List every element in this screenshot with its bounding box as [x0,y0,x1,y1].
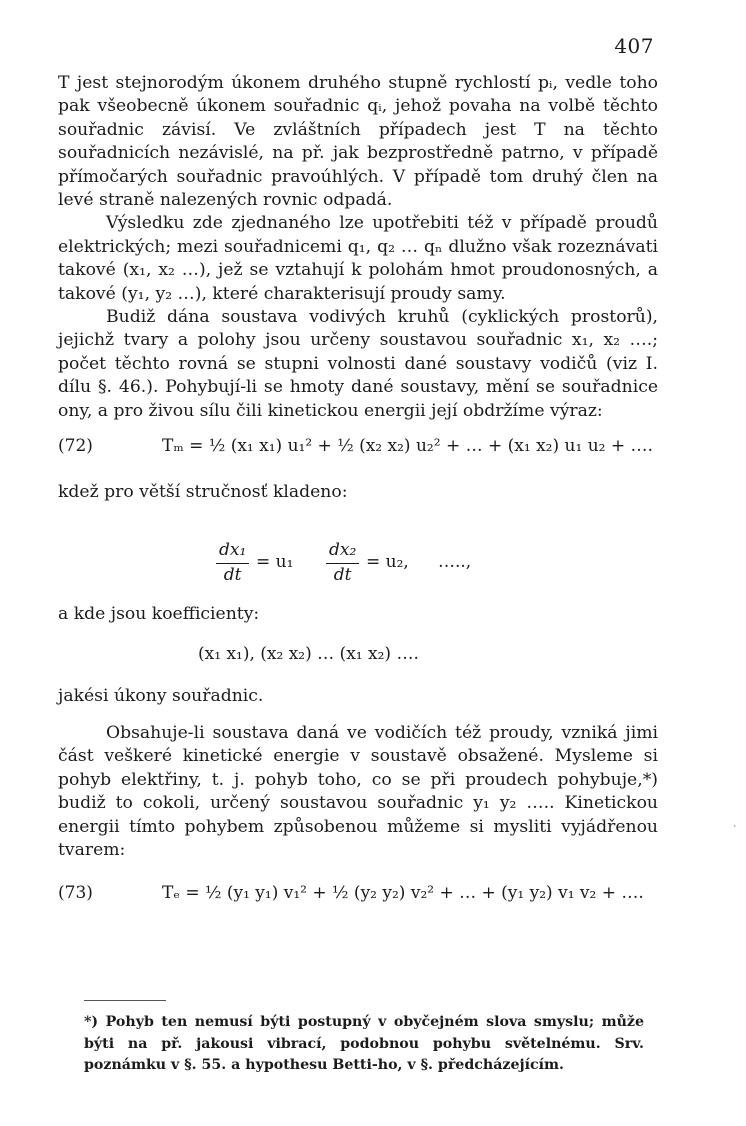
margin-speck: · [733,822,736,831]
fraction-dx2-dt [326,539,359,587]
equation-72 [58,423,658,469]
paragraph-6: jakési úkony souřadnic. [58,685,264,706]
equation-72-number: (72) [58,436,93,457]
paragraph-2: Výsledku zde zjednaného lze upotřebiti též v případě proudů elektrických; mezi souřadnicemi q₁, q₂ … qₙ dlužno však rozeznávati takové (x₁, x₂ …), jež se vztahují k polohám hmot proudonosných, a takové (y₁, y₂ …), které charakterisují proudy samy. [58,213,658,304]
footnote [84,1012,644,1077]
coefficients-expression: (x₁ x₁), (x₂ x₂) … (x₁ x₂) …. [198,643,419,664]
fraction-2-rhs: = u₂, [366,552,409,573]
paragraph-4: kdež pro větší stručnosť kladeno: [58,482,348,503]
coefficients-line [58,627,658,685]
equation-72-body: Tₘ = ½ (x₁ x₁) u₁² + ½ (x₂ x₂) u₂² + … + (x₁ x₂) u₁ u₂ + …. [162,436,653,457]
fraction-dx1-dt [216,539,249,587]
fraction-1-rhs: = u₁ [256,552,294,573]
paragraph-5: a kde jsou koefficienty: [58,604,260,625]
footnote-divider [84,1000,166,1001]
footnote-text: *) Pohyb ten nemusí býti postupný v obyčejném slova smyslu; může býti na př. jakousi vibrací, podobnou pohybu světelnému. Srv. poznámku v §. 55. a hypothesu Betti-ho, v §. předcházejícím. [84,1014,644,1073]
fraction-1-numerator: dx₁ [216,539,249,563]
paragraph-7: Obsahuje-li soustava daná ve vodičích též proudy, vzniká jimi část veškeré kinetické energie v soustavě obsažené. Mysleme si pohyb elektřiny, t. j. pohyb toho, co se při proudech pohybuje,*) budiž to cokoli, určený soustavou souřadnic y₁ y₂ ….. Kinetickou energii tímto pohybem způsobenou můžeme si mysliti vyjádřenou tvarem: [58,722,658,860]
fraction-2-numerator: dx₂ [326,539,359,563]
paragraph-1: T jest stejnorodým úkonem druhého stupně rychlostí pᵢ, vedle toho pak všeobecně úkonem souřadnic qᵢ, jehož povaha na volbě těchto souřadnic závisí. Ve zvláštních případech jest T na těchto souřadnicích nezávislé, na př. jak bezprostředně patrno, v případě přímočarých souřadnic pravoúhlých. V případě tom druhý člen na levé straně nalezených rovnic odpadá. [58,73,658,211]
fraction-2-denominator: dt [333,564,352,585]
velocity-definitions [58,517,658,603]
fraction-1-denominator: dt [223,564,242,585]
equation-73-number: (73) [58,883,93,904]
page-number: 407 [614,34,654,58]
equation-73-body: Tₑ = ½ (y₁ y₁) v₁² + ½ (y₂ y₂) v₂² + … + (y₁ y₂) v₁ v₂ + …. [162,883,644,904]
paragraph-3: Budiž dána soustava vodivých kruhů (cyklických prostorů), jejichž tvary a polohy jsou určeny soustavou souřadnic x₁, x₂ ….; počet těchto rovná se stupni volnosti dané soustavy vodičů (viz I. dílu §. 46.). Pohybují-li se hmoty dané soustavy, mění se souřadnice ony, a pro živou sílu čili kinetickou energii její obdržíme výraz: [58,307,658,421]
body-text [58,72,658,922]
fraction-tail: ….., [438,552,472,573]
equation-73 [58,862,658,922]
